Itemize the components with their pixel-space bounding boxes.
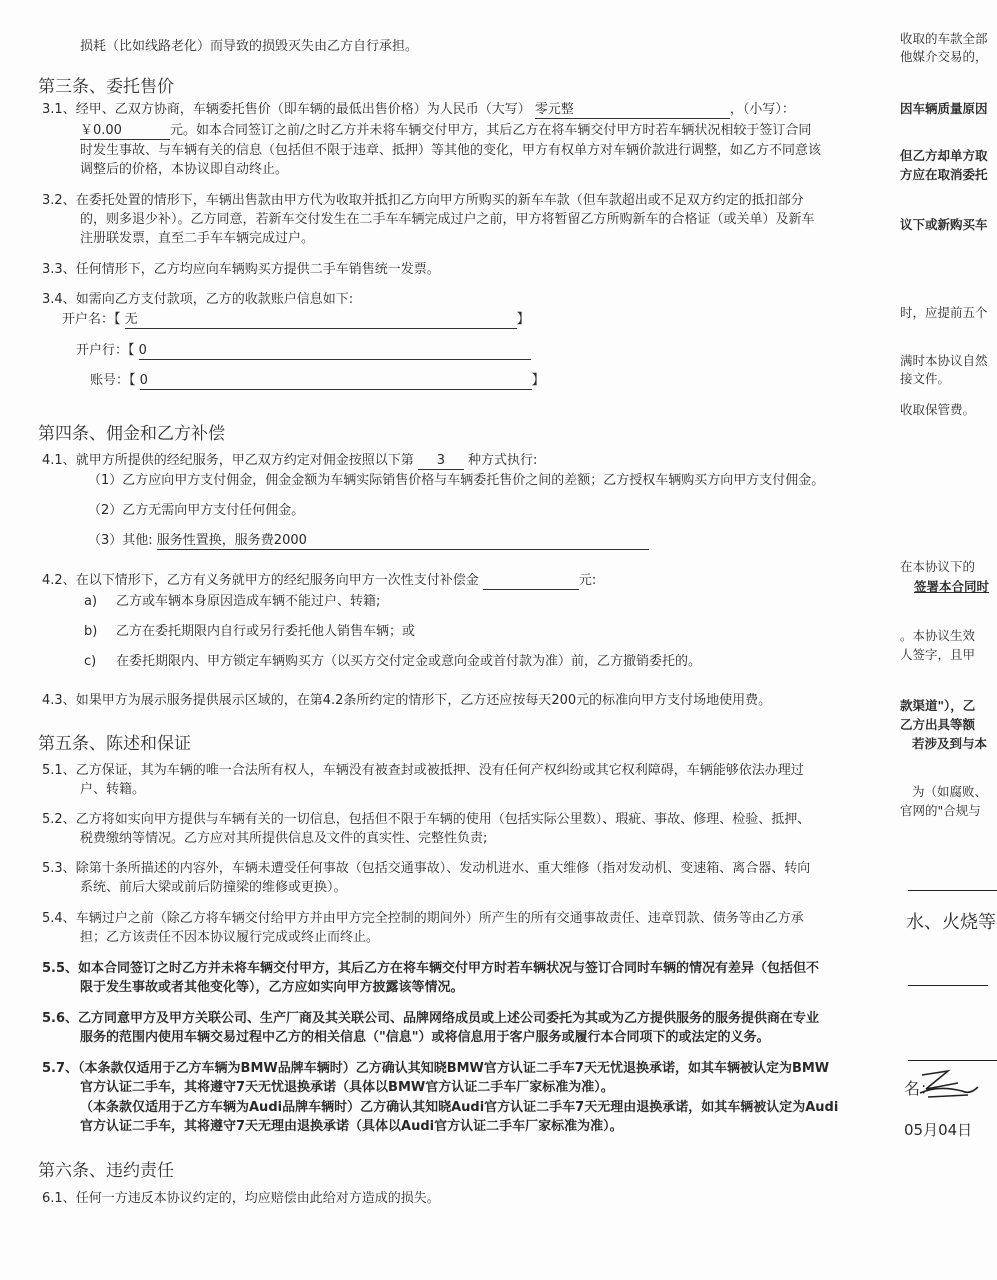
bank-label: 开户行：【 bbox=[76, 343, 135, 358]
right-text-16: 乙方出具等额 bbox=[900, 717, 976, 732]
section-5-title: 第五条、陈述和保证 bbox=[38, 734, 191, 754]
clause-5-1-line-2: 户、转籍。 bbox=[80, 782, 146, 797]
right-text-4: 但乙方却单方取 bbox=[900, 148, 988, 163]
right-text-8: 满时本协议自然 bbox=[900, 353, 988, 368]
clause-5-7-line-1 bbox=[42, 1060, 829, 1078]
clause-text: 种方式执行: bbox=[467, 453, 538, 468]
clause-5-2-line-1 bbox=[42, 811, 810, 829]
account-number-field bbox=[140, 373, 532, 390]
price-upper-field bbox=[535, 102, 730, 119]
clause-5-5-line-2: 限于发生事故或者其他变化等），乙方应如实向甲方披露该等情况。 bbox=[80, 980, 464, 995]
clause-4-1 bbox=[42, 452, 537, 470]
right-text-2: 他媒介交易的， bbox=[900, 49, 988, 64]
clause-text: （本条款仅适用于乙方车辆为BMW品牌车辆时）乙方确认其知晓BMW官方认证二手车7天无忧退换承诺，如其车辆被认定为BMW bbox=[78, 1061, 830, 1076]
clause-3-2-line-2: 的，则多退少补）。乙方同意，若新车交付发生在二手车车辆完成过户之前，甲方将暂留乙方所购新车的合格证（或关单）及新车 bbox=[80, 212, 815, 227]
right-text-1: 收取的车款全部 bbox=[900, 31, 988, 46]
clause-text: 元。如本合同签订之前/之时乙方并未将车辆交付甲方，其后乙方在将车辆交付甲方时若车辆状况相较于签订合同 bbox=[170, 123, 812, 138]
right-text-11: 在本协议下的 bbox=[900, 559, 976, 574]
right-rule-3 bbox=[908, 1060, 997, 1061]
account-name-row bbox=[62, 311, 530, 329]
clause-number: 5.6、 bbox=[42, 1011, 79, 1026]
clause-5-1-line-1 bbox=[42, 762, 804, 780]
compensation-amount-field bbox=[483, 589, 579, 590]
item-b-text: 乙方在委托期限内自行或另行委托他人销售车辆；或 bbox=[116, 624, 416, 639]
account-name-label: 开户名：【 bbox=[62, 312, 121, 327]
bank-field bbox=[139, 343, 531, 360]
clause-text: ，（小写）： bbox=[729, 102, 795, 117]
clause-number: 5.3、 bbox=[42, 861, 76, 876]
clause-text: 就甲方所提供的经纪服务，甲乙双方约定对佣金按照以下第 bbox=[75, 453, 414, 468]
clause-text: 经甲、乙双方协商，车辆委托售价（即车辆的最低出售价格）为人民币（大写） bbox=[75, 102, 531, 117]
clause-4-2 bbox=[42, 572, 596, 590]
right-text-17: 若涉及到与本 bbox=[912, 736, 988, 751]
right-text-7: 时，应提前五个 bbox=[900, 305, 988, 320]
clause-text: 任何一方违反本协议约定的，均应赔偿由此给对方造成的损失。 bbox=[75, 1191, 440, 1206]
option-3-value: 服务性置换，服务费2000 bbox=[156, 533, 307, 548]
bracket-close: 】 bbox=[531, 373, 545, 388]
clause-number: 5.4、 bbox=[42, 911, 76, 926]
clause-number: 4.2、 bbox=[42, 573, 76, 588]
clause-text: 乙方保证，其为车辆的唯一合法所有权人，车辆没有被查封或被抵押、没有任何产权纠纷或其它权利障碍，车辆能够依法办理过 bbox=[75, 763, 804, 778]
clause-3-2-line-3: 注册联发票，直至二手车车辆完成过户。 bbox=[80, 231, 315, 246]
bank-value: 0 bbox=[138, 343, 147, 358]
clause-text: 任何情形下，乙方均应向车辆购买方提供二手车销售统一发票。 bbox=[75, 262, 440, 277]
clause-text: 乙方同意甲方及甲方关联公司、生产厂商及其关联公司、品牌网络成员或上述公司委托为其或为乙方提供服务的服务提供商在专业 bbox=[78, 1011, 820, 1026]
right-text-14: 人签字，且甲 bbox=[900, 647, 976, 662]
right-text-21: 名： bbox=[904, 1079, 937, 1098]
clause-number: 5.1、 bbox=[42, 763, 76, 778]
account-number-row bbox=[90, 372, 545, 390]
right-rule-2 bbox=[908, 985, 988, 986]
item-c-text: 在委托期限内、甲方锁定车辆购买方（以买方交付定金或意向金或首付款为准）前，乙方撤销委托的。 bbox=[116, 654, 702, 669]
clause-number: 3.4、 bbox=[42, 292, 76, 307]
right-text-19: 官网的"合规与 bbox=[900, 803, 981, 818]
right-text-13: 。本协议生效 bbox=[900, 628, 976, 643]
price-lower-field bbox=[80, 123, 170, 140]
clause-number: 3.3、 bbox=[42, 262, 76, 277]
commission-choice-field bbox=[418, 453, 464, 470]
clause-text: 在委托处置的情形下，车辆出售款由甲方代为收取并抵扣乙方向甲方所购买的新车车款（但车款超出或不足双方约定的抵扣部分 bbox=[75, 193, 804, 208]
clause-5-7-line-4: 官方认证二手车，其将遵守7天无理由退换承诺（具体以Audi官方认证二手车厂家标准为准）。 bbox=[80, 1119, 623, 1134]
account-name-value: 无 bbox=[124, 312, 138, 327]
clause-number: 5.5、 bbox=[42, 961, 79, 976]
item-c-label: c) bbox=[84, 654, 97, 669]
clause-text: 在以下情形下，乙方有义务就甲方的经纪服务向甲方一次性支付补偿金 bbox=[75, 573, 479, 588]
clause-5-5-line-1 bbox=[42, 960, 819, 978]
right-text-18: 为（如腐败、 bbox=[912, 784, 988, 799]
clause-3-3 bbox=[42, 261, 440, 279]
clause-6-1 bbox=[42, 1190, 440, 1208]
item-b-label: b) bbox=[84, 624, 98, 639]
section-3-title: 第三条、委托售价 bbox=[38, 77, 174, 97]
clause-3-4 bbox=[42, 291, 353, 309]
option-3 bbox=[88, 532, 649, 550]
clause-number: 4.1、 bbox=[42, 453, 76, 468]
option-1: （1）乙方应向甲方支付佣金，佣金金额为车辆实际销售价格与车辆委托售价之间的差额；乙方授权车辆购买方向甲方支付佣金。 bbox=[88, 473, 825, 488]
right-text-9: 接文件。 bbox=[900, 371, 951, 386]
clause-5-7-line-3: （本条款仅适用于乙方车辆为Audi品牌车辆时）乙方确认其知晓Audi官方认证二手车7天无理由退换承诺，如其车辆被认定为Audi bbox=[80, 1100, 839, 1115]
item-a-text: 乙方或车辆本身原因造成车辆不能过户、转籍; bbox=[116, 594, 381, 609]
clause-3-1-line-4: 调整后的价格，本协议即自动终止。 bbox=[80, 162, 289, 177]
item-a-label: a) bbox=[84, 594, 98, 609]
clause-3-1-line-2 bbox=[80, 122, 811, 140]
clause-5-3-line-2: 系统、前后大梁或前后防撞梁的维修或更换）。 bbox=[80, 880, 347, 895]
clause-text: 元: bbox=[578, 573, 597, 588]
top-line: 损耗（比如线路老化）而导致的损毁灭失由乙方自行承担。 bbox=[80, 39, 419, 54]
right-text-6: 议下或新购买车 bbox=[900, 217, 988, 232]
clause-number: 3.2、 bbox=[42, 193, 76, 208]
clause-5-4-line-2: 担；乙方该责任不因本协议履行完成或终止而终止。 bbox=[80, 930, 380, 945]
commission-choice-value: 3 bbox=[436, 453, 445, 468]
section-4-title: 第四条、佣金和乙方补偿 bbox=[38, 424, 225, 444]
clause-4-3 bbox=[42, 692, 771, 710]
clause-5-6-line-1 bbox=[42, 1010, 819, 1028]
right-text-10: 收取保管费。 bbox=[900, 402, 976, 417]
right-text-3: 因车辆质量原因 bbox=[900, 101, 988, 116]
account-number-value: 0 bbox=[139, 373, 148, 388]
right-text-15: 款渠道"），乙 bbox=[900, 698, 976, 713]
clause-3-1-line-1 bbox=[42, 101, 795, 119]
right-text-12: 签署本合同时 bbox=[914, 579, 990, 594]
option-3-field bbox=[157, 533, 649, 550]
clause-text: 如果甲方为展示服务提供展示区域的，在第4.2条所约定的情形下，乙方还应按每天200元的标准向甲方支付场地使用费。 bbox=[75, 693, 772, 708]
clause-5-4-line-1 bbox=[42, 910, 804, 928]
clause-text: 车辆过户之前（除乙方将车辆交付给甲方并由甲方完全控制的期间外）所产生的所有交通事故责任、违章罚款、债务等由乙方承 bbox=[75, 911, 804, 926]
clause-text: 乙方将如实向甲方提供与车辆有关的一切信息，包括但不限于车辆的使用（包括实际公里数）、瑕疵、事故、修理、检验、抵押、 bbox=[75, 812, 811, 827]
right-text-5: 方应在取消委托 bbox=[900, 167, 988, 182]
clause-5-7-line-2: 官方认证二手车，其将遵守7天无忧退换承诺（具体以BMW官方认证二手车厂家标准为准）。 bbox=[80, 1080, 614, 1095]
clause-3-2-line-1 bbox=[42, 192, 804, 210]
account-number-label: 账号：【 bbox=[90, 373, 136, 388]
price-upper-value: 零元整 bbox=[534, 102, 574, 117]
signature-scribble bbox=[918, 1067, 980, 1101]
bracket-close: 】 bbox=[516, 312, 530, 327]
option-2: （2）乙方无需向甲方支付任何佣金。 bbox=[88, 503, 305, 518]
right-rule-1 bbox=[908, 890, 997, 891]
clause-number: 5.2、 bbox=[42, 812, 76, 827]
section-6-title: 第六条、违约责任 bbox=[38, 1161, 174, 1181]
clause-5-3-line-1 bbox=[42, 860, 810, 878]
clause-number: 3.1、 bbox=[42, 102, 76, 117]
clause-5-2-line-2: 税费缴纳等情况。乙方应对其所提供信息及文件的真实性、完整性负责; bbox=[80, 831, 488, 846]
bank-row bbox=[76, 342, 531, 360]
clause-3-1-line-3: 时发生事故、与车辆有关的信息（包括但不限于违章、抵押）等其他的变化，甲方有权单方对车辆价款进行调整，如乙方不同意该 bbox=[80, 143, 822, 158]
clause-text: 如需向乙方支付款项，乙方的收款账户信息如下: bbox=[75, 292, 354, 307]
clause-text: 除第十条所描述的内容外，车辆未遭受任何事故（包括交通事故）、发动机进水、重大维修（指对发动机、变速箱、离合器、转向 bbox=[75, 861, 811, 876]
clause-number: 5.7、 bbox=[42, 1061, 79, 1076]
right-text-20: 水、火烧等 bbox=[906, 912, 996, 933]
clause-number: 4.3、 bbox=[42, 693, 76, 708]
right-text-22: 05月04日 bbox=[904, 1121, 973, 1139]
clause-number: 6.1、 bbox=[42, 1191, 76, 1206]
option-3-label: （3）其他: bbox=[88, 533, 153, 548]
account-name-field bbox=[125, 312, 517, 329]
clause-text: 如本合同签订之时乙方并未将车辆交付甲方，其后乙方在将车辆交付甲方时若车辆状况与签订合同时车辆的情况有差异（包括但不 bbox=[78, 961, 820, 976]
clause-5-6-line-2: 服务的范围内使用车辆交易过程中乙方的相关信息（"信息"）或将信息用于客户服务或履行本合同项下的或法定的义务。 bbox=[80, 1030, 770, 1045]
price-lower-value: ￥0.00 bbox=[80, 123, 122, 138]
